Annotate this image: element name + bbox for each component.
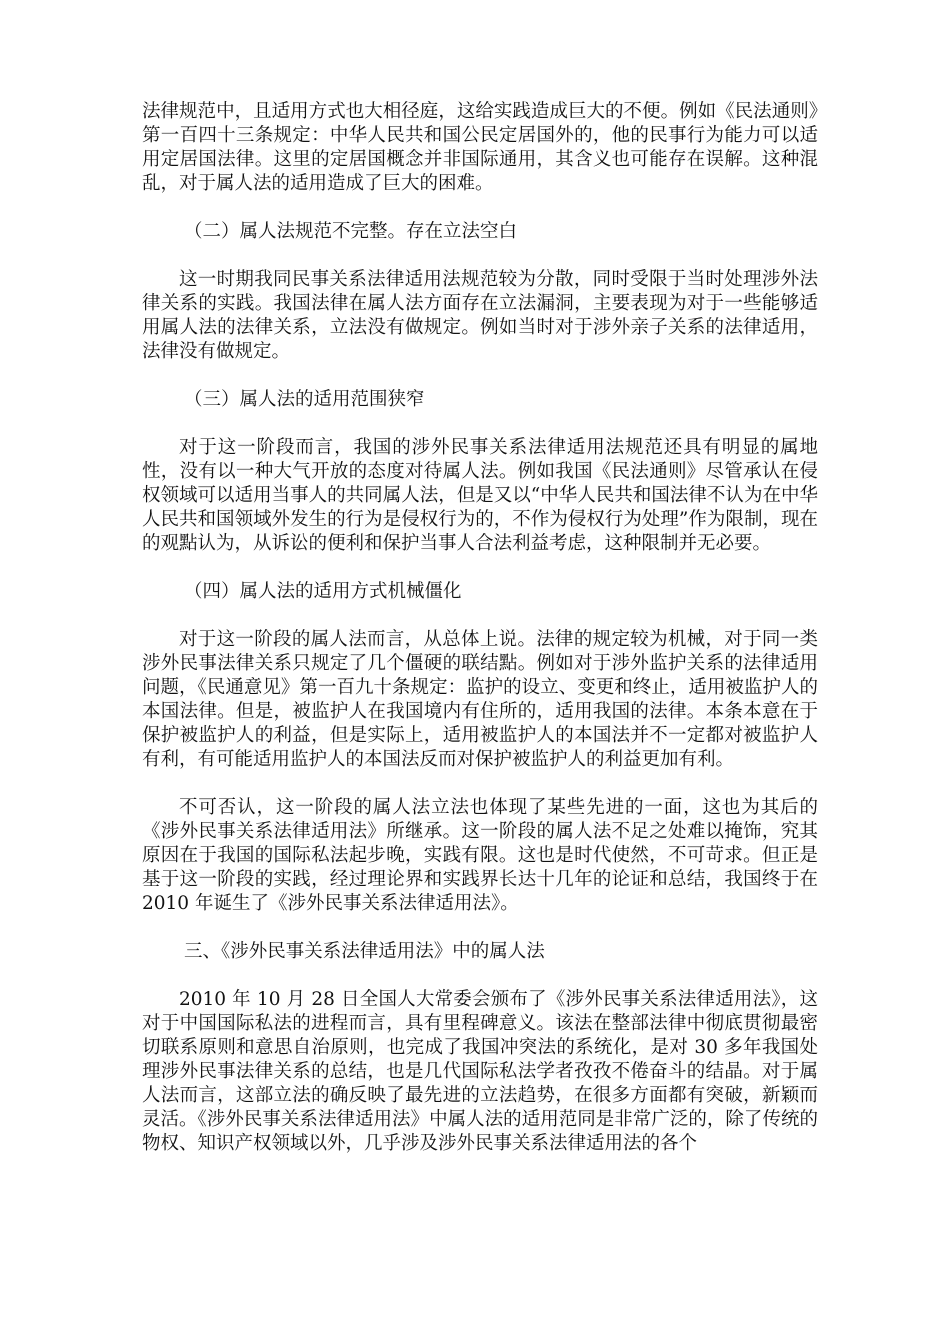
paragraph: 法律规范中，且适用方式也大相径庭，这给实践造成巨大的不便。例如《民法通则》第一百四十三条规定：中华人民共和国公民定居国外的，他的民事行为能力可以适用定居国法律。这里的定居国概念并非国际通用，其含义也可能存在误解。这种混乱，对于属人法的适用造成了巨大的困难。 (142, 101, 818, 194)
section-heading: （二）属人法规范不完整。存在立法空白 (184, 221, 518, 242)
paragraph: 这一时期我同民事关系法律适用法规范较为分散，同时受限于当时处理涉外法律关系的实践。我国法律在属人法方面存在立法漏洞，主要表现为对于一些能够适用属人法的法律关系，立法没有做规定。例如当时对于涉外亲子关系的法律适用，法律没有做规定。 (142, 269, 818, 362)
section-heading: （四）属人法的适用方式机械僵化 (184, 581, 462, 602)
paragraph: 不可否认，这一阶段的属人法立法也体现了某些先进的一面，这也为其后的《涉外民事关系法律适用法》所继承。这一阶段的属人法不足之处难以掩饰，究其原因在于我国的国际私法起步晚，实践有限。这也是时代使然，不可苛求。但正是基于这一阶段的实践，经过理论界和实践界长达十几年的论证和总结，我国终于在 2010 年诞生了《涉外民事关系法律适用法》。 (142, 797, 818, 914)
document-page (142, 100, 818, 1180)
paragraph: 对于这一阶段的属人法而言，从总体上说。法律的规定较为机械，对于同一类涉外民事法律关系只规定了几个僵硬的联结點。例如对于涉外监护关系的法律适用问题，《民通意见》第一百九十条规定：监护的设立、变更和终止，适用被监护人的本国法律。但是，被监护人在我国境内有住所的，适用我国的法律。本条本意在于保护被监护人的利益，但是实际上，适用被监护人的本国法并不一定都对被监护人有利，有可能适用监护人的本国法反而对保护被监护人的利益更加有利。 (142, 629, 818, 770)
section-heading: 三、《涉外民事关系法律适用法》中的属人法 (184, 941, 545, 962)
section-heading: （三）属人法的适用范围狭窄 (184, 389, 425, 410)
paragraph: 2010 年 10 月 28 日全国人大常委会颁布了《涉外民事关系法律适用法》，这对于中国国际私法的进程而言，具有里程碑意义。该法在整部法律中彻底贯彻最密切联系原则和意思自治原则，也完成了我国冲突法的系统化，是对 30 多年我国处理涉外民事法律关系的总结，也是几代国际私法学者孜孜不倦奋斗的结晶。对于属人法而言，这部立法的确反映了最先进的立法趋势，在很多方面都有突破，新颖而灵活。《涉外民事关系法律适用法》中属人法的适用范同是非常广泛的，除了传统的物权、知识产权领域以外，几乎涉及涉外民事关系法律适用法的各个 (142, 989, 818, 1154)
paragraph: 对于这一阶段而言，我国的涉外民事关系法律适用法规范还具有明显的属地性，没有以一种大气开放的态度对待属人法。例如我国《民法通则》尽管承认在侵权领域可以适用当事人的共同属人法，但是又以“中华人民共和国法律不认为在中华人民共和国领域外发生的行为是侵权行为的，不作为侵权行为处理”作为限制，现在的观點认为，从诉讼的便利和保护当事人合法利益考虑，这种限制并无必要。 (142, 437, 818, 554)
